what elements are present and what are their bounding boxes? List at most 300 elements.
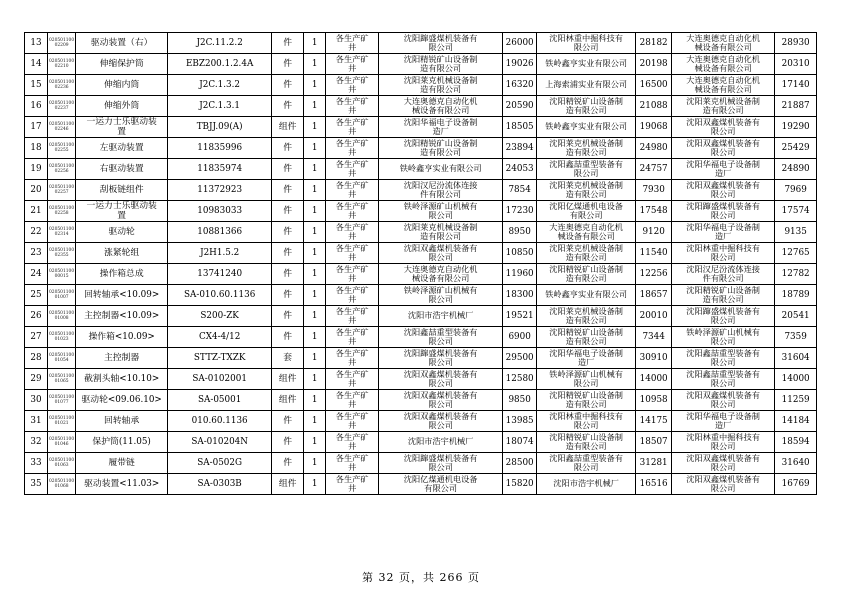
seq-cell: 28 — [25, 348, 48, 369]
supplier-1-cell: 沈阳华福电子设备制 造厂 — [379, 117, 503, 138]
price-3-cell: 17574 — [775, 201, 817, 222]
price-3-cell: 31640 — [775, 453, 817, 474]
material-code-cell: 020501100 02314 — [48, 222, 76, 243]
table-row — [25, 411, 817, 432]
price-2-cell: 20010 — [636, 306, 672, 327]
material-code-cell: 020501100 02255 — [48, 138, 76, 159]
supplier-1-cell: 沈阳莱克机械设备制 造有限公司 — [379, 222, 503, 243]
usage-cell: 各生产矿 井 — [326, 432, 379, 453]
part-name-cell: 一运力士乐驱动装 置 — [76, 117, 168, 138]
supplier-1-cell: 铁岭泽源矿山机械有 限公司 — [379, 201, 503, 222]
quantity-cell: 1 — [304, 474, 326, 495]
material-code-cell: 020501100 02237 — [48, 96, 76, 117]
usage-cell: 各生产矿 井 — [326, 474, 379, 495]
material-code-cell: 020501100 02246 — [48, 117, 76, 138]
material-code-cell: 020501100 01008 — [48, 306, 76, 327]
table-row — [25, 201, 817, 222]
quantity-cell: 1 — [304, 432, 326, 453]
table-row — [25, 159, 817, 180]
model-cell: 13741240 — [168, 264, 272, 285]
material-code-cell: 020501100 01054 — [48, 348, 76, 369]
price-1-cell: 23894 — [503, 138, 537, 159]
model-cell: SA-0102001 — [168, 369, 272, 390]
supplier-3-cell: 大连奥德克自动化机 械设备有限公司 — [672, 33, 775, 54]
supplier-3-cell: 沈阳双鑫煤机装备有 限公司 — [672, 453, 775, 474]
page-footer: 第 32 页，共 266 页 — [362, 571, 480, 584]
table-row — [25, 180, 817, 201]
part-name-cell: 驱动轮 — [76, 222, 168, 243]
seq-cell: 24 — [25, 264, 48, 285]
model-cell: SA-010204N — [168, 432, 272, 453]
supplier-2-cell: 沈阳林重中掘科技有 限公司 — [537, 411, 636, 432]
unit-cell: 件 — [272, 327, 304, 348]
usage-cell: 各生产矿 井 — [326, 453, 379, 474]
price-3-cell: 19290 — [775, 117, 817, 138]
unit-cell: 件 — [272, 432, 304, 453]
price-3-cell: 25429 — [775, 138, 817, 159]
part-name-cell: 刮板链组件 — [76, 180, 168, 201]
supplier-1-cell: 沈阳精锐矿山设备制 造有限公司 — [379, 138, 503, 159]
supplier-3-cell: 沈阳林重中掘科技有 限公司 — [672, 432, 775, 453]
usage-cell: 各生产矿 井 — [326, 306, 379, 327]
seq-cell: 35 — [25, 474, 48, 495]
model-cell: EBZ200.1.2.4A — [168, 54, 272, 75]
price-1-cell: 8950 — [503, 222, 537, 243]
quantity-cell: 1 — [304, 390, 326, 411]
price-3-cell: 9135 — [775, 222, 817, 243]
part-name-cell: 截割头轴<10.10> — [76, 369, 168, 390]
table-row — [25, 75, 817, 96]
material-code-cell: 020501100 02210 — [48, 54, 76, 75]
supplier-2-cell: 沈阳华福电子设备制 造厂 — [537, 348, 636, 369]
material-code-cell: 020501100 02258 — [48, 201, 76, 222]
supplier-1-cell: 铁岭泽源矿山机械有 限公司 — [379, 285, 503, 306]
table-row — [25, 369, 817, 390]
supplier-1-cell: 沈阳市浩宇机械厂 — [379, 432, 503, 453]
price-1-cell: 26000 — [503, 33, 537, 54]
seq-cell: 15 — [25, 75, 48, 96]
part-name-cell: 驱动装置（右） — [76, 33, 168, 54]
table-row — [25, 327, 817, 348]
table-row — [25, 96, 817, 117]
material-code-cell: 020501100 02256 — [48, 159, 76, 180]
supplier-3-cell: 沈阳蹿盛煤机装备有 限公司 — [672, 306, 775, 327]
unit-cell: 组件 — [272, 117, 304, 138]
usage-cell: 各生产矿 井 — [326, 138, 379, 159]
unit-cell: 组件 — [272, 369, 304, 390]
supplier-1-cell: 铁岭鑫亨实业有限公司 — [379, 159, 503, 180]
supplier-2-cell: 沈阳莱克机械设备制 造有限公司 — [537, 180, 636, 201]
seq-cell: 14 — [25, 54, 48, 75]
price-2-cell: 16516 — [636, 474, 672, 495]
usage-cell: 各生产矿 井 — [326, 222, 379, 243]
supplier-1-cell: 沈阳汉尼汾流体连接 件有限公司 — [379, 180, 503, 201]
unit-cell: 件 — [272, 306, 304, 327]
seq-cell: 32 — [25, 432, 48, 453]
price-3-cell: 28930 — [775, 33, 817, 54]
supplier-1-cell: 沈阳双鑫煤机装备有 限公司 — [379, 369, 503, 390]
supplier-3-cell: 沈阳莱克机械设备制 造有限公司 — [672, 96, 775, 117]
unit-cell: 件 — [272, 54, 304, 75]
price-1-cell: 16320 — [503, 75, 537, 96]
part-name-cell: 操作箱<10.09> — [76, 327, 168, 348]
price-1-cell: 18505 — [503, 117, 537, 138]
material-code-cell: 020501100 01077 — [48, 390, 76, 411]
part-name-cell: 伸缩内筒 — [76, 75, 168, 96]
supplier-1-cell: 沈阳亿煤通机电设备 有限公司 — [379, 474, 503, 495]
supplier-1-cell: 沈阳精锐矿山设备制 造有限公司 — [379, 54, 503, 75]
part-name-cell: 伸缩保护筒 — [76, 54, 168, 75]
usage-cell: 各生产矿 井 — [326, 75, 379, 96]
part-name-cell: 一运力士乐驱动装 置 — [76, 201, 168, 222]
supplier-2-cell: 沈阳市浩宇机械厂 — [537, 474, 636, 495]
supplier-2-cell: 沈阳莱克机械设备制 造有限公司 — [537, 138, 636, 159]
material-code-cell: 020501100 02257 — [48, 180, 76, 201]
table-row — [25, 285, 817, 306]
usage-cell: 各生产矿 井 — [326, 96, 379, 117]
price-1-cell: 18300 — [503, 285, 537, 306]
usage-cell: 各生产矿 井 — [326, 285, 379, 306]
price-2-cell: 31281 — [636, 453, 672, 474]
quantity-cell: 1 — [304, 264, 326, 285]
usage-cell: 各生产矿 井 — [326, 264, 379, 285]
material-code-cell: 020501100 02355 — [48, 243, 76, 264]
supplier-3-cell: 沈阳双鑫煤机装备有 限公司 — [672, 138, 775, 159]
seq-cell: 22 — [25, 222, 48, 243]
model-cell: 11835974 — [168, 159, 272, 180]
model-cell: SA-05001 — [168, 390, 272, 411]
price-2-cell: 19068 — [636, 117, 672, 138]
supplier-1-cell: 沈阳莱克机械设备制 造有限公司 — [379, 75, 503, 96]
unit-cell: 件 — [272, 75, 304, 96]
part-name-cell: 回转轴承<10.09> — [76, 285, 168, 306]
supplier-1-cell: 沈阳市浩宇机械厂 — [379, 306, 503, 327]
price-1-cell: 9850 — [503, 390, 537, 411]
usage-cell: 各生产矿 井 — [326, 369, 379, 390]
price-1-cell: 13985 — [503, 411, 537, 432]
model-cell: J2C.1.3.2 — [168, 75, 272, 96]
material-code-cell: 020501100 01021 — [48, 411, 76, 432]
price-1-cell: 28500 — [503, 453, 537, 474]
unit-cell: 件 — [272, 180, 304, 201]
price-3-cell: 21887 — [775, 96, 817, 117]
part-name-cell: 保护筒(11.05) — [76, 432, 168, 453]
supplier-2-cell: 沈阳精锐矿山设备制 造有限公司 — [537, 264, 636, 285]
supplier-3-cell: 沈阳双鑫煤机装备有 限公司 — [672, 180, 775, 201]
part-name-cell: 驱动装置<11.03> — [76, 474, 168, 495]
table-row — [25, 33, 817, 54]
supplier-3-cell: 沈阳汉尼汾流体连接 件有限公司 — [672, 264, 775, 285]
model-cell: J2H1.5.2 — [168, 243, 272, 264]
price-1-cell: 12580 — [503, 369, 537, 390]
price-1-cell: 18074 — [503, 432, 537, 453]
price-3-cell: 31604 — [775, 348, 817, 369]
price-3-cell: 14184 — [775, 411, 817, 432]
unit-cell: 件 — [272, 264, 304, 285]
quantity-cell: 1 — [304, 33, 326, 54]
material-code-cell: 020501100 01007 — [48, 285, 76, 306]
price-3-cell: 20541 — [775, 306, 817, 327]
quantity-cell: 1 — [304, 159, 326, 180]
price-2-cell: 7344 — [636, 327, 672, 348]
supplier-1-cell: 沈阳蹿盛煤机装备有 限公司 — [379, 33, 503, 54]
price-1-cell: 19026 — [503, 54, 537, 75]
price-3-cell: 16769 — [775, 474, 817, 495]
material-code-cell: 020501100 01023 — [48, 327, 76, 348]
price-1-cell: 6900 — [503, 327, 537, 348]
supplier-2-cell: 铁岭鑫亨实业有限公司 — [537, 54, 636, 75]
quantity-cell: 1 — [304, 369, 326, 390]
supplier-2-cell: 铁岭鑫亨实业有限公司 — [537, 117, 636, 138]
supplier-2-cell: 沈阳鑫喆重型装备有 限公司 — [537, 453, 636, 474]
supplier-3-cell: 大连奥德克自动化机 械设备有限公司 — [672, 75, 775, 96]
price-2-cell: 30910 — [636, 348, 672, 369]
seq-cell: 23 — [25, 243, 48, 264]
usage-cell: 各生产矿 井 — [326, 327, 379, 348]
material-code-cell: 020501100 01065 — [48, 369, 76, 390]
price-2-cell: 17548 — [636, 201, 672, 222]
price-2-cell: 12256 — [636, 264, 672, 285]
supplier-3-cell: 沈阳蹿盛煤机装备有 限公司 — [672, 201, 775, 222]
supplier-3-cell: 沈阳林重中掘科技有 限公司 — [672, 243, 775, 264]
model-cell: S200-ZK — [168, 306, 272, 327]
supplier-3-cell: 沈阳双鑫煤机装备有 限公司 — [672, 474, 775, 495]
quantity-cell: 1 — [304, 327, 326, 348]
quantity-cell: 1 — [304, 348, 326, 369]
supplier-2-cell: 沈阳莱克机械设备制 造有限公司 — [537, 243, 636, 264]
usage-cell: 各生产矿 井 — [326, 201, 379, 222]
seq-cell: 21 — [25, 201, 48, 222]
quantity-cell: 1 — [304, 96, 326, 117]
unit-cell: 件 — [272, 201, 304, 222]
unit-cell: 件 — [272, 243, 304, 264]
unit-cell: 件 — [272, 453, 304, 474]
seq-cell: 33 — [25, 453, 48, 474]
supplier-2-cell: 沈阳精锐矿山设备制 造有限公司 — [537, 432, 636, 453]
price-1-cell: 24053 — [503, 159, 537, 180]
unit-cell: 组件 — [272, 390, 304, 411]
usage-cell: 各生产矿 井 — [326, 243, 379, 264]
quantity-cell: 1 — [304, 243, 326, 264]
part-name-cell: 主控制器 — [76, 348, 168, 369]
quantity-cell: 1 — [304, 222, 326, 243]
supplier-3-cell: 沈阳华福电子设备制 造厂 — [672, 159, 775, 180]
supplier-2-cell: 沈阳莱克机械设备制 造有限公司 — [537, 306, 636, 327]
price-1-cell: 11960 — [503, 264, 537, 285]
model-cell: 10881366 — [168, 222, 272, 243]
model-cell: 010.60.1136 — [168, 411, 272, 432]
unit-cell: 套 — [272, 348, 304, 369]
unit-cell: 件 — [272, 159, 304, 180]
part-name-cell: 涨紧轮组 — [76, 243, 168, 264]
table-row — [25, 306, 817, 327]
supplier-1-cell: 沈阳双鑫煤机装备有 限公司 — [379, 411, 503, 432]
price-3-cell: 17140 — [775, 75, 817, 96]
price-1-cell: 19521 — [503, 306, 537, 327]
seq-cell: 30 — [25, 390, 48, 411]
price-2-cell: 24757 — [636, 159, 672, 180]
supplier-1-cell: 大连奥德克自动化机 械设备有限公司 — [379, 264, 503, 285]
part-name-cell: 回转轴承 — [76, 411, 168, 432]
part-name-cell: 左驱动装置 — [76, 138, 168, 159]
supplier-2-cell: 大连奥德克自动化机 械设备有限公司 — [537, 222, 636, 243]
table-row — [25, 138, 817, 159]
material-code-cell: 020501100 01063 — [48, 453, 76, 474]
price-3-cell: 7969 — [775, 180, 817, 201]
quantity-cell: 1 — [304, 54, 326, 75]
usage-cell: 各生产矿 井 — [326, 348, 379, 369]
quantity-cell: 1 — [304, 117, 326, 138]
part-name-cell: 伸缩外筒 — [76, 96, 168, 117]
table-row — [25, 474, 817, 495]
part-name-cell: 右驱动装置 — [76, 159, 168, 180]
supplier-1-cell: 大连奥德克自动化机 械设备有限公司 — [379, 96, 503, 117]
model-cell: J2C.11.2.2 — [168, 33, 272, 54]
material-code-cell: 020501100 02209 — [48, 33, 76, 54]
model-cell: J2C.1.3.1 — [168, 96, 272, 117]
seq-cell: 20 — [25, 180, 48, 201]
quantity-cell: 1 — [304, 411, 326, 432]
table-row — [25, 432, 817, 453]
supplier-2-cell: 上海索浦实业有限公司 — [537, 75, 636, 96]
model-cell: 11835996 — [168, 138, 272, 159]
parts-price-table — [24, 32, 817, 495]
seq-cell: 31 — [25, 411, 48, 432]
seq-cell: 13 — [25, 33, 48, 54]
price-2-cell: 16500 — [636, 75, 672, 96]
unit-cell: 件 — [272, 222, 304, 243]
price-3-cell: 12782 — [775, 264, 817, 285]
part-name-cell: 驱动轮<09.06.10> — [76, 390, 168, 411]
unit-cell: 件 — [272, 96, 304, 117]
supplier-2-cell: 沈阳鑫喆重型装备有 限公司 — [537, 159, 636, 180]
supplier-2-cell: 铁岭鑫亨实业有限公司 — [537, 285, 636, 306]
material-code-cell: 020501100 01046 — [48, 432, 76, 453]
price-1-cell: 20590 — [503, 96, 537, 117]
price-2-cell: 18507 — [636, 432, 672, 453]
seq-cell: 17 — [25, 117, 48, 138]
table-row — [25, 390, 817, 411]
price-3-cell: 14000 — [775, 369, 817, 390]
seq-cell: 16 — [25, 96, 48, 117]
seq-cell: 27 — [25, 327, 48, 348]
quantity-cell: 1 — [304, 453, 326, 474]
supplier-3-cell: 沈阳鑫喆重型装备有 限公司 — [672, 348, 775, 369]
seq-cell: 26 — [25, 306, 48, 327]
price-2-cell: 21088 — [636, 96, 672, 117]
usage-cell: 各生产矿 井 — [326, 411, 379, 432]
table-row — [25, 348, 817, 369]
part-name-cell: 主控制器<10.09> — [76, 306, 168, 327]
price-1-cell: 15820 — [503, 474, 537, 495]
unit-cell: 件 — [272, 33, 304, 54]
price-3-cell: 20310 — [775, 54, 817, 75]
unit-cell: 组件 — [272, 474, 304, 495]
price-3-cell: 11259 — [775, 390, 817, 411]
unit-cell: 件 — [272, 411, 304, 432]
price-3-cell: 7359 — [775, 327, 817, 348]
supplier-1-cell: 沈阳蹿盛煤机装备有 限公司 — [379, 348, 503, 369]
part-name-cell: 履带链 — [76, 453, 168, 474]
supplier-3-cell: 沈阳华福电子设备制 造厂 — [672, 411, 775, 432]
supplier-2-cell: 沈阳精锐矿山设备制 造有限公司 — [537, 96, 636, 117]
price-2-cell: 18657 — [636, 285, 672, 306]
quantity-cell: 1 — [304, 75, 326, 96]
material-code-cell: 020501100 00015 — [48, 264, 76, 285]
quantity-cell: 1 — [304, 306, 326, 327]
price-2-cell: 28182 — [636, 33, 672, 54]
price-2-cell: 10958 — [636, 390, 672, 411]
supplier-3-cell: 沈阳双鑫煤机装备有 限公司 — [672, 117, 775, 138]
supplier-2-cell: 沈阳亿煤通机电设备 有限公司 — [537, 201, 636, 222]
supplier-1-cell: 沈阳双鑫煤机装备有 限公司 — [379, 243, 503, 264]
quantity-cell: 1 — [304, 285, 326, 306]
table-row — [25, 243, 817, 264]
material-code-cell: 020501100 02236 — [48, 75, 76, 96]
table-row — [25, 117, 817, 138]
price-2-cell: 9120 — [636, 222, 672, 243]
model-cell: SA-0502G — [168, 453, 272, 474]
price-2-cell: 20198 — [636, 54, 672, 75]
usage-cell: 各生产矿 井 — [326, 159, 379, 180]
usage-cell: 各生产矿 井 — [326, 180, 379, 201]
usage-cell: 各生产矿 井 — [326, 390, 379, 411]
supplier-1-cell: 沈阳鑫喆重型装备有 限公司 — [379, 327, 503, 348]
model-cell: CX4-4/12 — [168, 327, 272, 348]
usage-cell: 各生产矿 井 — [326, 54, 379, 75]
usage-cell: 各生产矿 井 — [326, 33, 379, 54]
supplier-1-cell: 沈阳蹿盛煤机装备有 限公司 — [379, 453, 503, 474]
quantity-cell: 1 — [304, 201, 326, 222]
price-2-cell: 14175 — [636, 411, 672, 432]
supplier-3-cell: 铁岭泽源矿山机械有 限公司 — [672, 327, 775, 348]
price-2-cell: 14000 — [636, 369, 672, 390]
price-1-cell: 10850 — [503, 243, 537, 264]
supplier-3-cell: 沈阳精锐矿山设备制 造有限公司 — [672, 285, 775, 306]
model-cell: SA-0303B — [168, 474, 272, 495]
supplier-3-cell: 沈阳鑫喆重型装备有 限公司 — [672, 369, 775, 390]
quantity-cell: 1 — [304, 180, 326, 201]
seq-cell: 18 — [25, 138, 48, 159]
supplier-3-cell: 大连奥德克自动化机 械设备有限公司 — [672, 54, 775, 75]
unit-cell: 件 — [272, 138, 304, 159]
supplier-3-cell: 沈阳双鑫煤机装备有 限公司 — [672, 390, 775, 411]
model-cell: SA-010.60.1136 — [168, 285, 272, 306]
table-row — [25, 453, 817, 474]
supplier-1-cell: 沈阳双鑫煤机装备有 限公司 — [379, 390, 503, 411]
seq-cell: 19 — [25, 159, 48, 180]
supplier-2-cell: 沈阳精锐矿山设备制 造有限公司 — [537, 390, 636, 411]
price-1-cell: 29500 — [503, 348, 537, 369]
price-2-cell: 7930 — [636, 180, 672, 201]
price-2-cell: 11540 — [636, 243, 672, 264]
table-row — [25, 54, 817, 75]
price-1-cell: 17230 — [503, 201, 537, 222]
price-3-cell: 18594 — [775, 432, 817, 453]
price-3-cell: 18789 — [775, 285, 817, 306]
price-3-cell: 12765 — [775, 243, 817, 264]
price-2-cell: 24980 — [636, 138, 672, 159]
model-cell: TBJJ.09(A) — [168, 117, 272, 138]
supplier-2-cell: 沈阳林重中掘科技有 限公司 — [537, 33, 636, 54]
model-cell: STTZ-TXZK — [168, 348, 272, 369]
price-1-cell: 7854 — [503, 180, 537, 201]
unit-cell: 件 — [272, 285, 304, 306]
seq-cell: 25 — [25, 285, 48, 306]
model-cell: 10983033 — [168, 201, 272, 222]
supplier-3-cell: 沈阳华福电子设备制 造厂 — [672, 222, 775, 243]
part-name-cell: 操作箱总成 — [76, 264, 168, 285]
